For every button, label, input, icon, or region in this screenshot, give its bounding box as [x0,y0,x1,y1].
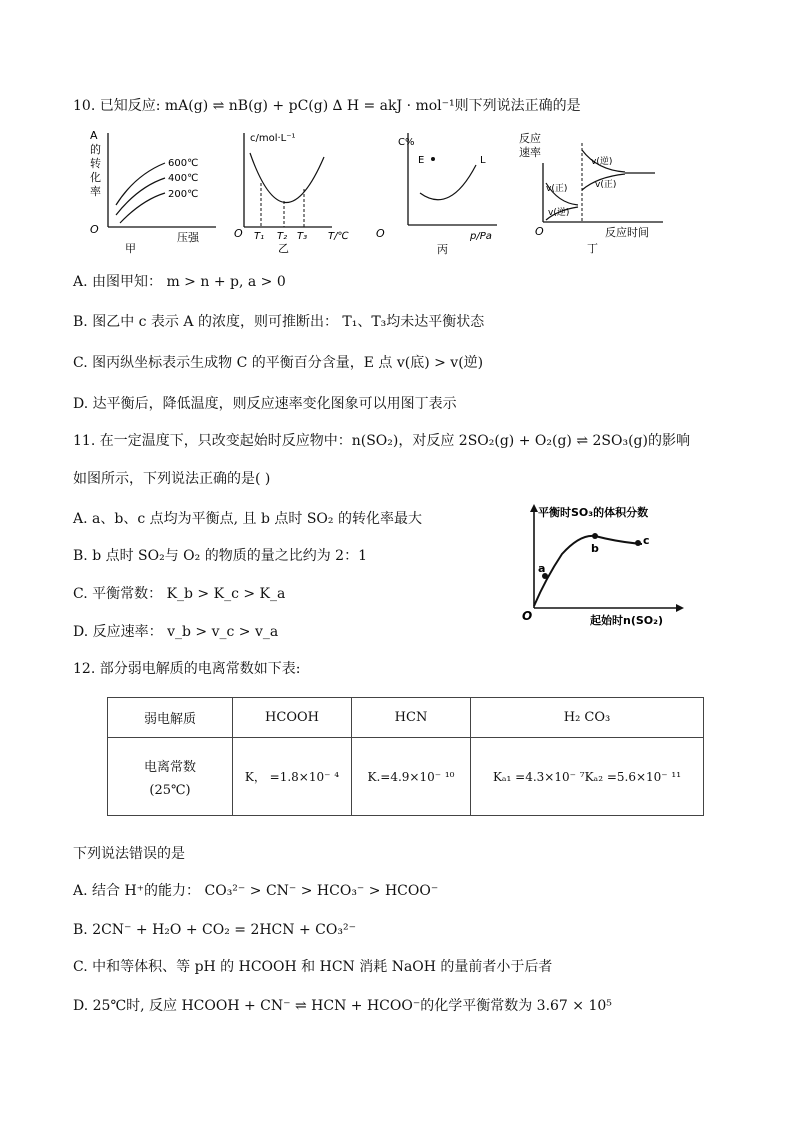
point-a-label: a [538,562,546,575]
y-axis-arrow [530,504,538,512]
y-label-5: 率 [90,185,101,198]
y-label-2: 的 [90,143,101,156]
ionization-constant-table [107,697,704,816]
q11-option-d: D. 反应速率： v_b > v_c > v_a [73,624,279,640]
curve-l-label: L [480,155,486,166]
point-b-label: b [591,542,599,555]
x-axis-label: p/Pa [470,231,492,242]
label-v-forward-1: v(正) [546,184,568,194]
origin-label: O [522,609,533,623]
table-header-cell: HCN [352,698,471,738]
q11-option-a: A. a、b、c 点均为平衡点, 且 b 点时 SO₂ 的转化率最大 [73,511,422,527]
y-label-1: A [90,129,98,142]
origin-label: O [376,227,385,240]
curve-l [420,165,476,200]
table-header-cell: 弱电解质 [108,698,233,738]
q12-prompt: 下列说法错误的是 [73,846,185,862]
x-axis-label: 起始时n(SO₂) [590,614,663,627]
q11-stem-line2: 如图所示，下列说法正确的是( ) [73,471,271,487]
x-axis-arrow [676,604,684,612]
figure-ding [513,125,673,260]
curve-label-200: 200℃ [168,189,199,200]
table-header-cell: H₂ CO₃ [471,698,704,738]
q12-option-a: A. 结合 H⁺的能力： CO₃²⁻ > CN⁻ > HCO₃⁻ > HCOO⁻ [73,883,439,899]
label-v-forward-2: v(正) [595,180,617,190]
table-header-row [108,698,704,738]
y-axis-label: 平衡时SO₃的体积分数 [538,506,649,519]
label-v-reverse-1: v(逆) [548,208,570,218]
table-row [108,738,704,816]
caption: 乙 [278,242,289,255]
y-axis-label: C% [398,137,415,148]
y-axis-label-1: 反应 [519,132,541,145]
label-v-reverse-2: v(逆) [591,157,613,167]
q10-stem: 10. 已知反应: mA(g) ⇌ nB(g) + pC(g) ∆ H = akJ · mol⁻¹则下列说法正确的是 [73,98,581,114]
caption: 丁 [587,242,598,255]
q12-stem: 12. 部分弱电解质的电离常数如下表: [73,661,301,677]
point-e [431,157,435,161]
table-cell: K， =1.8×10⁻ ⁴ [233,738,352,816]
origin-label: O [535,225,544,238]
y-label-3: 转 [90,157,101,170]
q10-option-b: B. 图乙中 c 表示 A 的浓度，则可推断出： T₁、T₃均未达平衡状态 [73,314,485,330]
q12-option-c: C. 中和等体积、等 pH 的 HCOOH 和 HCN 消耗 NaOH 的量前者小于后者 [73,959,553,975]
x-axis-label: 反应时间 [605,226,649,239]
q10-option-a: A. 由图甲知： m > n + p, a > 0 [73,274,286,290]
curve-label-600: 600℃ [168,158,199,169]
origin-label: O [234,227,243,240]
point-e-label: E [418,155,425,166]
table-header-cell: HCOOH [233,698,352,738]
x-axis-label: 压强 [177,231,199,244]
caption: 甲 [125,242,136,255]
y-axis-label-2: 速率 [519,146,541,159]
q11-option-c: C. 平衡常数： K_b > K_c > K_a [73,586,286,602]
q11-stem-line1: 11. 在一定温度下，只改变起始时反应物中：n(SO₂)，对反应 2SO₂(g) + O₂(g) ⇌ 2SO₃(g)的影响 [73,433,690,449]
q12-option-d: D. 25℃时, 反应 HCOOH + CN⁻ ⇌ HCN + HCOO⁻的化学平衡常数为 3.67 × 10⁵ [73,998,612,1014]
origin-label: O [90,223,99,236]
y-axis-label: c/mol·L⁻¹ [250,133,296,144]
figure-jia [80,125,220,260]
x-axis-label: T/℃ [328,231,349,242]
tick-t2: T₂ [277,231,288,242]
q10-option-c: C. 图丙纵坐标表示生成物 C 的平衡百分含量，E 点 v(底) > v(逆) [73,355,484,371]
point-c-label: c [643,534,650,547]
table-cell: Kₐ₁ =4.3×10⁻ ⁷Kₐ₂ =5.6×10⁻ ¹¹ [471,738,704,816]
curve [534,536,642,606]
row-label-line1: 电离常数 [143,759,196,775]
row-label-line2: (25℃) [149,782,191,798]
q11-option-b: B. b 点时 SO₂与 O₂ 的物质的量之比约为 2：1 [73,548,367,564]
q10-option-d: D. 达平衡后，降低温度，则反应速率变化图象可以用图丁表示 [73,396,457,412]
figure-bing [372,125,512,260]
y-label-4: 化 [90,171,101,184]
figure-q11 [518,498,690,630]
tick-t3: T₃ [297,231,308,242]
tick-t1: T₁ [254,231,265,242]
curve-200 [120,193,165,223]
table-cell: K.=4.9×10⁻ ¹⁰ [352,738,471,816]
curve-400 [116,178,165,215]
point-c [635,540,641,546]
point-b [592,533,598,539]
curve-label-400: 400℃ [168,173,199,184]
figure-yi [232,125,362,260]
table-row-label [108,738,233,816]
q12-option-b: B. 2CN⁻ + H₂O + CO₂ = 2HCN + CO₃²⁻ [73,922,356,938]
curve-600 [116,163,165,205]
caption: 丙 [437,243,448,256]
